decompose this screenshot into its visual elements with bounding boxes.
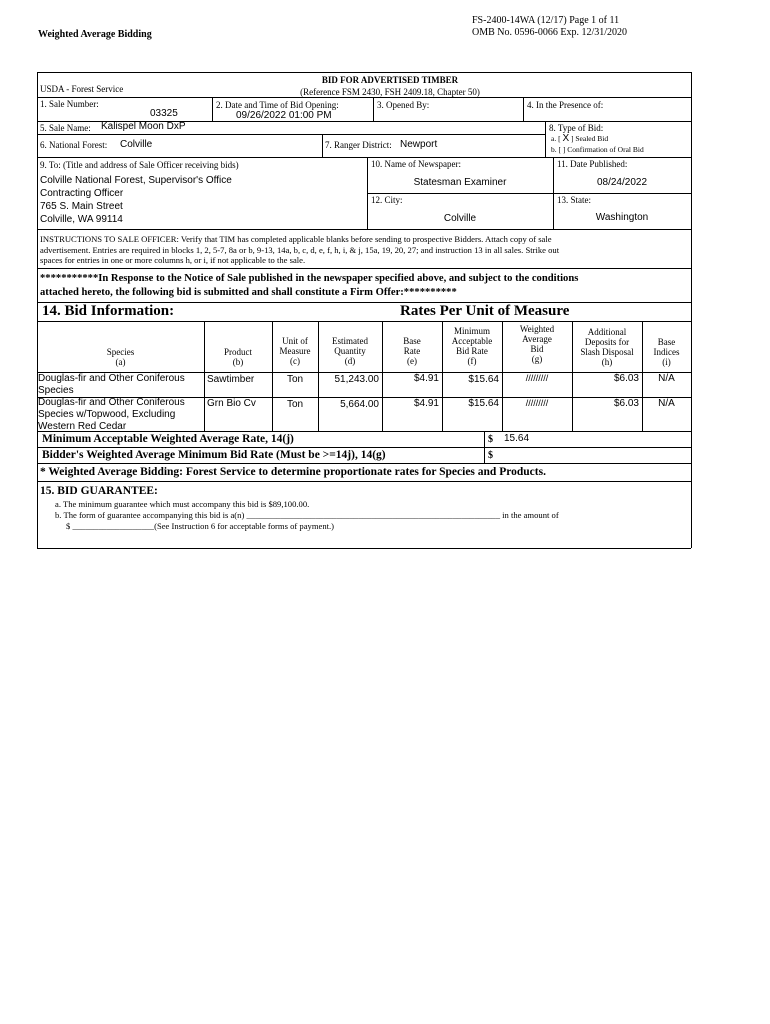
unit-cell: Ton (286, 374, 304, 385)
min-weighted-rate-value: 15.64 (504, 433, 530, 444)
date-published-value[interactable]: 08/24/2022 (596, 177, 648, 188)
unit-cell: Ton (286, 399, 304, 410)
city-label: 12. City: (371, 195, 403, 205)
page-title: Weighted Average Bidding (38, 29, 152, 40)
sale-name-value[interactable]: Kalispel Moon DxP (101, 121, 186, 132)
firm-offer-statement: ***********In Response to the Notice of Sale published in the newspaper specified above, and subject to the conditions attached hereto, the following bid is submitted and shall constitute a Firm Offer:********** (40, 273, 579, 298)
guarantee-form-field[interactable]: b. The form of guarantee accompanying this bid is a(n) ___________________________________________________________ in the amount of (55, 510, 559, 520)
column-header-species: Species (a) (106, 347, 135, 367)
agency-label: USDA - Forest Service (40, 84, 124, 94)
bid-information-heading: 14. Bid Information: (42, 303, 175, 319)
sale-number-value[interactable]: 03325 (150, 108, 178, 119)
city-value[interactable]: Colville (443, 213, 477, 224)
sealed-bid-checkmark: X (562, 133, 570, 144)
reference-text: (Reference FSM 2430, FSH 2409.18, Chapter 50) (300, 87, 480, 97)
column-header-base-indices: Base Indices (i) (653, 337, 680, 367)
to-address-line[interactable]: 765 S. Main Street (40, 201, 123, 212)
rates-heading: Rates Per Unit of Measure (400, 303, 570, 319)
state-label: 13. State: (557, 195, 591, 205)
weighted-average-footnote: * Weighted Average Bidding: Forest Service to determine proportionate rates for Species and Products. (40, 466, 546, 478)
bid-date-label: 2. Date and Time of Bid Opening: (216, 100, 339, 110)
bid-type-sealed-option[interactable]: a. [ X ] Sealed Bid (551, 133, 609, 144)
state-value[interactable]: Washington (595, 212, 649, 223)
bid-guarantee-heading: 15. BID GUARANTEE: (40, 485, 158, 497)
species-cell: Douglas-fir and Other Coniferous Species w/Topwood, Excluding Western Red Cedar (38, 397, 185, 432)
min-weighted-dollar-sign: $ (488, 434, 493, 445)
column-header-quantity: Estimated Quantity (d) (332, 336, 368, 366)
bid-type-oral-option[interactable]: b. [ ] Confirmation of Oral Bid (551, 145, 644, 154)
guarantee-amount-field[interactable]: $ ___________________(See Instruction 6 for acceptable forms of payment.) (66, 521, 335, 531)
slash-disposal-cell: $6.03 (613, 373, 639, 384)
column-header-weighted-bid: Weighted Average Bid (g) (519, 324, 555, 364)
base-rate-cell: $4.91 (413, 398, 439, 409)
forest-label: 6. National Forest: (40, 140, 108, 150)
column-header-base-rate: Base Rate (e) (403, 336, 421, 366)
min-rate-cell: $15.64 (468, 374, 499, 385)
quantity-cell: 51,243.00 (334, 374, 379, 385)
presence-label: 4. In the Presence of: (527, 100, 604, 110)
instructions-text: INSTRUCTIONS TO SALE OFFICER: Verify that TIM has completed applicable blanks before sending to prospective Bidders. Attach copy of sale advertisement. Entries are required in blocks 1, 2, 5-7, 8a or b, 9-13, 14a, b, c, d, e, f, h, i, & j, 15a, 19, 20, 27; and instruction 13 in all sales. Strike out spaces for entries in one or more columns h, or i, if not applicable to the sale. (40, 234, 560, 265)
bid-title: BID FOR ADVERTISED TIMBER (321, 75, 459, 85)
to-address-line[interactable]: Colville, WA 99114 (40, 214, 123, 225)
column-header-slash-disposal: Additional Deposits for Slash Disposal (h) (580, 327, 634, 367)
form-number: FS-2400-14WA (12/17) Page 1 of 11 (472, 15, 620, 26)
newspaper-value[interactable]: Statesman Examiner (413, 177, 507, 188)
base-rate-cell: $4.91 (413, 373, 439, 384)
bidder-weighted-dollar-sign: $ (488, 450, 493, 461)
species-cell: Douglas-fir and Other Coniferous Species (38, 373, 185, 396)
newspaper-label: 10. Name of Newspaper: (371, 159, 461, 169)
date-published-label: 11. Date Published: (557, 159, 628, 169)
min-weighted-rate-label: Minimum Acceptable Weighted Average Rate, 14(j) (42, 433, 294, 445)
opened-by-label: 3. Opened By: (377, 100, 430, 110)
guarantee-minimum-text: a. The minimum guarantee which must accompany this bid is $89,100.00. (55, 499, 310, 509)
indices-cell: N/A (658, 373, 675, 384)
bid-date-value[interactable]: 09/26/2022 01:00 PM (236, 110, 332, 121)
min-rate-cell: $15.64 (468, 398, 499, 409)
weighted-bid-cell[interactable]: ///////// (525, 373, 549, 383)
bid-type-label: 8. Type of Bid: (549, 123, 604, 133)
sale-name-label: 5. Sale Name: (40, 123, 91, 133)
slash-disposal-cell: $6.03 (613, 398, 639, 409)
forest-value[interactable]: Colville (120, 139, 153, 150)
bidder-weighted-rate-input[interactable] (500, 448, 686, 462)
column-header-product: Product (b) (224, 347, 252, 367)
product-cell: Grn Bio Cv (207, 398, 256, 409)
to-address-line[interactable]: Contracting Officer (40, 188, 124, 199)
sale-number-label: 1. Sale Number: (40, 99, 99, 109)
district-value[interactable]: Newport (400, 139, 438, 150)
indices-cell: N/A (658, 398, 675, 409)
bidder-weighted-rate-label: Bidder's Weighted Average Minimum Bid Rate (Must be >=14j), 14(g) (42, 449, 386, 461)
weighted-bid-cell[interactable]: ///////// (525, 398, 549, 408)
column-header-unit: Unit of Measure (c) (279, 336, 311, 366)
to-address-line[interactable]: Colville National Forest, Supervisor's Office (40, 175, 232, 186)
omb-number: OMB No. 0596-0066 Exp. 12/31/2020 (472, 27, 627, 38)
product-cell: Sawtimber (207, 374, 255, 385)
to-label: 9. To: (Title and address of Sale Officer receiving bids) (40, 160, 239, 170)
quantity-cell: 5,664.00 (340, 399, 379, 410)
district-label: 7. Ranger District: (325, 140, 392, 150)
column-header-min-rate: Minimum Acceptable Bid Rate (f) (451, 326, 493, 366)
